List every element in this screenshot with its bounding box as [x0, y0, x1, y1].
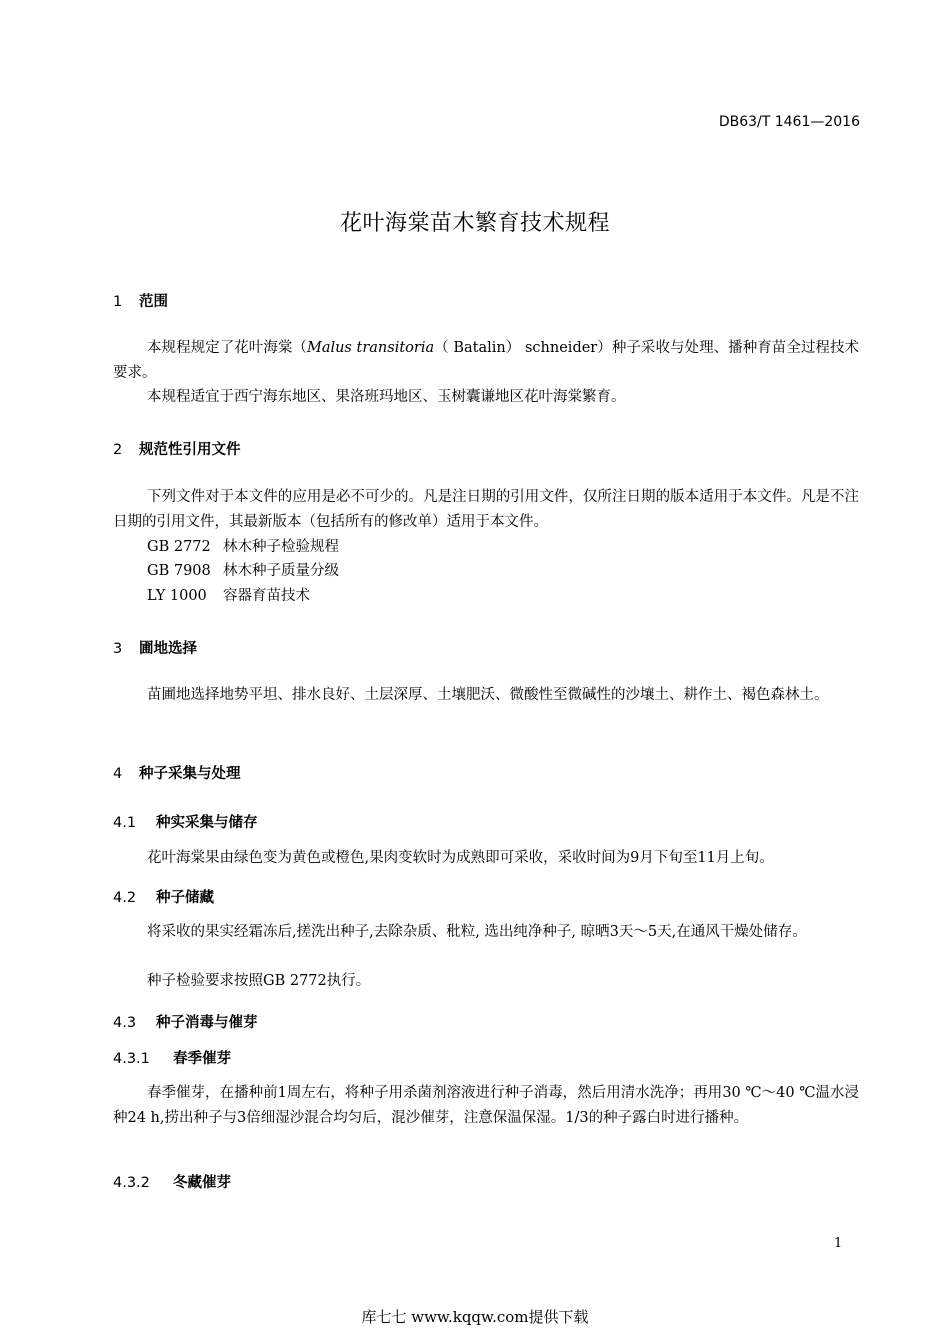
section-heading-2 — [113, 438, 241, 459]
reference-code: GB 7908 — [147, 563, 211, 579]
reference-item — [147, 584, 310, 605]
paragraph-scope-1 — [113, 336, 859, 385]
section-heading-4 — [113, 762, 241, 783]
subsection-heading-4-2 — [113, 886, 214, 907]
section-heading-3 — [113, 637, 197, 658]
section-title: 冬藏催芽 — [173, 1175, 231, 1191]
subsection-heading-4-1 — [113, 811, 258, 832]
latin-name: Malus transitoria — [306, 340, 435, 356]
subsection-heading-4-3-2 — [113, 1171, 231, 1192]
reference-name: 林木种子质量分级 — [223, 563, 339, 579]
section-number: 4.3.2 — [113, 1175, 150, 1191]
paragraph-references: 下列文件对于本文件的应用是必不可少的。凡是注日期的引用文件，仅所注日期的版本适用于本文件。凡是不注日期的引用文件，其最新版本（包括所有的修改单）适用于本文件。 — [113, 489, 859, 530]
subsection-heading-4-3-1 — [113, 1047, 231, 1068]
section-heading-1 — [113, 290, 168, 311]
section-number: 4 — [113, 766, 123, 782]
section-title: 范围 — [139, 294, 168, 310]
section-number: 4.2 — [113, 890, 137, 906]
paragraph-nursery: 苗圃地选择地势平坦、排水良好、土层深厚、土壤肥沃、微酸性至微碱性的沙壤土、耕作土、褐色森林土。 — [147, 687, 829, 703]
section-number: 3 — [113, 641, 123, 657]
section-title: 种子采集与处理 — [139, 766, 241, 782]
paragraph-spring-germination: 春季催芽，在播种前1周左右，将种子用杀菌剂溶液进行种子消毒，然后用清水洗净；再用30 ℃～40 ℃温水浸种24 h,捞出种子与3倍细湿沙混合均匀后，混沙催芽，注意保温保湿。1/3的种子露白时进行播种。 — [113, 1085, 859, 1126]
text-run: 本规程规定了花叶海棠（ — [147, 340, 307, 356]
section-number: 4.1 — [113, 815, 137, 831]
subsection-heading-4-3 — [113, 1011, 258, 1032]
paragraph-storage-1: 将采收的果实经霜冻后,搓洗出种子,去除杂质、秕粒, 选出纯净种子, 晾晒3天～5天,在通风干燥处储存。 — [147, 924, 807, 940]
paragraph-scope-2: 本规程适宜于西宁海东地区、果洛班玛地区、玉树囊谦地区花叶海棠繁育。 — [147, 389, 626, 405]
page-number: 1 — [834, 1236, 843, 1251]
document-code: DB63/T 1461—2016 — [718, 114, 860, 130]
section-number: 4.3.1 — [113, 1051, 150, 1067]
section-title: 种子消毒与催芽 — [156, 1015, 258, 1031]
section-title: 规范性引用文件 — [139, 442, 241, 458]
reference-item — [147, 535, 339, 556]
section-number: 4.3 — [113, 1015, 137, 1031]
section-number: 2 — [113, 442, 123, 458]
paragraph-storage-2: 种子检验要求按照GB 2772执行。 — [147, 973, 371, 989]
section-title: 种实采集与储存 — [156, 815, 258, 831]
reference-name: 林木种子检验规程 — [223, 539, 339, 555]
footer-watermark: 库七七 www.kqqw.com提供下载 — [361, 1308, 589, 1326]
section-number: 1 — [113, 294, 123, 310]
reference-item — [147, 559, 339, 580]
reference-code: GB 2772 — [147, 539, 211, 555]
section-title: 种子储藏 — [156, 890, 214, 906]
section-title: 圃地选择 — [139, 641, 197, 657]
text-run: （ Batalin） schneider）种子采收与处理、播种育苗全过程技术要求。 — [113, 340, 860, 381]
section-title: 春季催芽 — [173, 1051, 231, 1067]
reference-name: 容器育苗技术 — [223, 588, 310, 604]
paragraph-collection: 花叶海棠果由绿色变为黄色或橙色,果肉变软时为成熟即可采收，采收时间为9月下旬至11月上旬。 — [147, 850, 774, 866]
document-title: 花叶海棠苗木繁育技术规程 — [339, 211, 610, 236]
reference-code: LY 1000 — [147, 588, 207, 604]
